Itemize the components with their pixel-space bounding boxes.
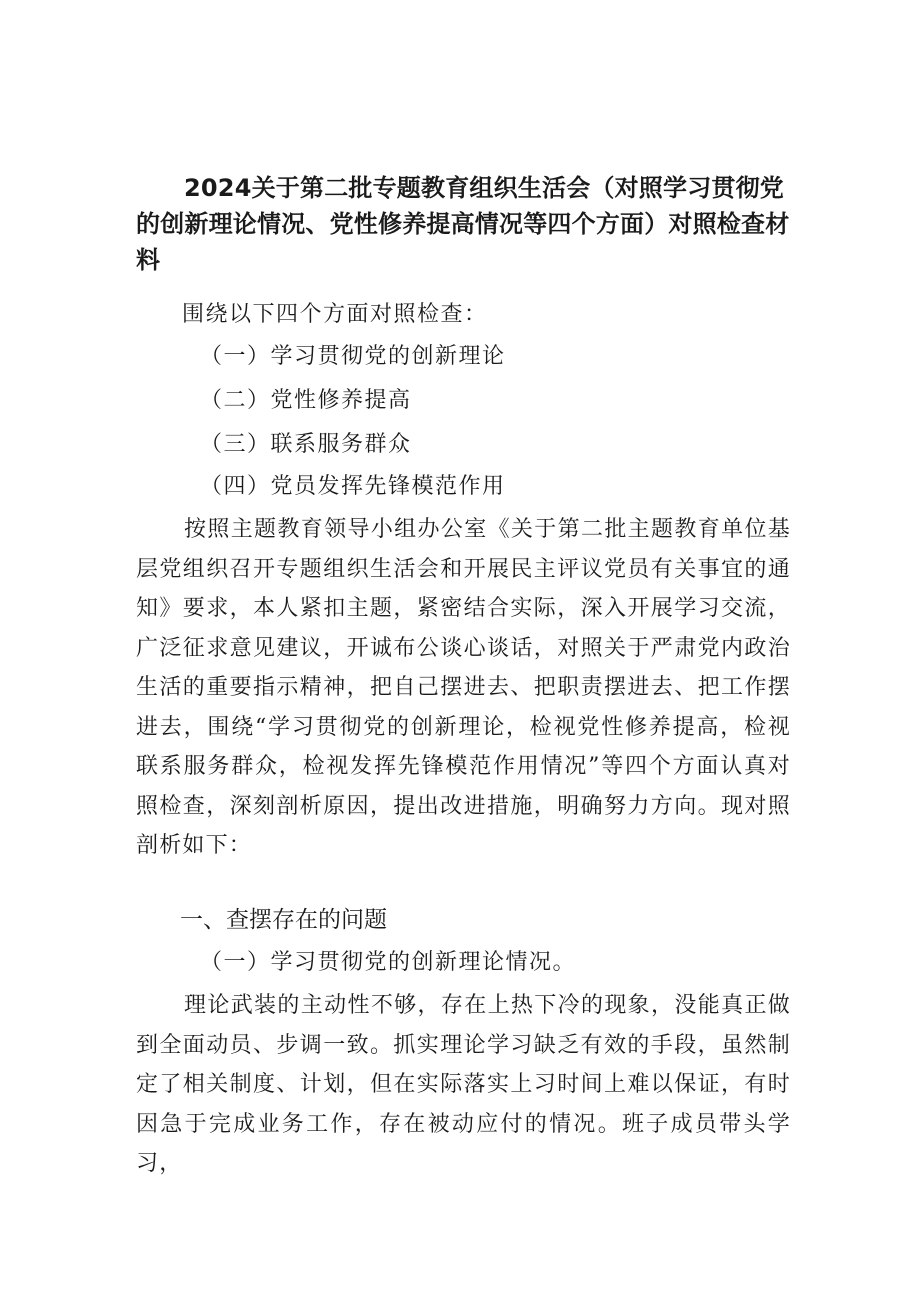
- aspect-item-2: （二）党性修养提高: [200, 388, 412, 413]
- aspect-item-3: （三）联系服务群众: [200, 432, 412, 457]
- section-heading-problems: 一、查摆存在的问题: [180, 907, 387, 933]
- paragraph-theory-problems: 理论武装的主动性不够，存在上热下冷的现象，没能真正做到全面动员、步调一致。抓实理论学习缺乏有效的手段，虽然制定了相关制度、计划，但在实际落实上习时间上难以保证，有时因急于完成业务工作，存在被动应付的情况。班子成员带头学习，: [136, 993, 791, 1176]
- subsection-heading-theory: （一）学习贯彻党的创新理论情况。: [200, 950, 577, 975]
- aspect-item-4: （四）党员发挥先锋模范作用: [200, 474, 506, 499]
- document-title: 2024关于第二批专题教育组织生活会（对照学习贯彻党的创新理论情况、党性修养提高情况等四个方面）对照检查材料: [136, 174, 790, 274]
- aspect-item-1: （一）学习贯彻党的创新理论: [200, 344, 506, 369]
- intro-line: 围绕以下四个方面对照检查：: [182, 302, 488, 327]
- paragraph-requirements: 按照主题教育领导小组办公室《关于第二批主题教育单位基层党组织召开专题组织生活会和开展民主评议党员有关事宜的通知》要求，本人紧扣主题，紧密结合实际，深入开展学习交流，广泛征求意见建议，开诚布公谈心谈话，对照关于严肃党内政治生活的重要指示精神，把自己摆进去、把职责摆进去、把工作摆进去，围绕“学习贯彻党的创新理论，检视党性修养提高，检视联系服务群众，检视发挥先锋模范作用情况”等四个方面认真对照检查，深刻剖析原因，提出改进措施，明确努力方向。现对照剖析如下：: [136, 517, 791, 858]
